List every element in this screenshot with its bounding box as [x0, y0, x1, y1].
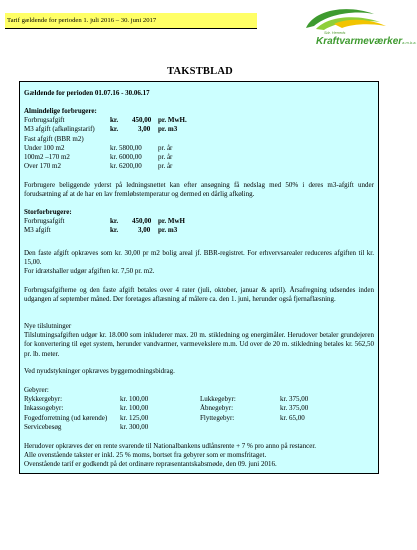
fixed-fee-row: Under 100 m2 kr. 5800,00 pr. år: [24, 143, 173, 152]
fixed-fee-row: 100m2 –170 m2 kr. 6000,00 pr. år: [24, 152, 173, 161]
tariff-row: M3 afgift kr. 3,00 pr. m3: [24, 226, 178, 235]
fee-row: Rykkergebyr: kr. 100,00 Lukkegebyr: kr. 375,00: [24, 395, 309, 404]
ordinary-consumers-section: [24, 107, 374, 171]
sports-hall-note: For idrætshaller udgør afgiften kr. 7,50 pr. m2.: [24, 267, 155, 275]
period-line: Gældende for perioden 01.07.16 - 30.06.17: [24, 89, 150, 97]
development-note: Ved nyudstykninger opkræves byggemodningsbidrag.: [24, 367, 175, 375]
fee-row: Fogedforretning (ud kørende) kr. 125,00 Flyttegebyr: kr. 65,00: [24, 413, 305, 422]
page-title: TAKSTBLAD: [167, 66, 233, 77]
tariff-panel: [19, 81, 379, 474]
fee-row: Inkassogebyr: kr. 100,00 Åbnegebyr: kr. 375,00: [24, 404, 309, 413]
new-connections-text: Tilslutningsafgiften udgør kr. 18.000 som inkluderer max. 20 m. stikledning og energimåler. Herudover betaler grundejeren for konvertering til eget system, herunder vandvarmer, varmevekslere m.m. Ud over de 20 m. stikledning betales kr. 562,50 pr. lb. meter.: [24, 331, 374, 358]
tariff-row: Forbrugsafgift kr. 450,00 pr. MwH: [24, 217, 185, 226]
section-heading: Almindelige forbrugere:: [24, 107, 97, 115]
logo-subtitle: Sdr. Herreds: [324, 31, 346, 35]
vat-note: Alle ovenstående takster er inkl. 25 % moms, bortset fra gebyrer som er momsfritaget.: [24, 451, 267, 460]
logo-wordmark: Kraftvarmeværkera.m.b.a.: [316, 36, 417, 47]
tariff-row: M3 afgift (afkølingstarif) kr. 3,00 pr. m3: [24, 125, 178, 134]
fixed-fee-heading: Fast afgift (BBR m2): [24, 134, 84, 143]
new-connections-section: [24, 322, 374, 359]
section-heading: Storforbrugere:: [24, 208, 72, 216]
fees-section: [24, 386, 374, 432]
fee-row: Servicebesøg kr. 300,00: [24, 422, 149, 431]
reduction-note: Forbrugere beliggende yderst på ledningsnettet kan efter ansøgning få nedslag med 50% i deres m3-afgift under forudsætning af at de har en lav fremløbstemperatur og dermed en dårlig afkøling.: [24, 181, 374, 199]
approval-note: Ovenstående tarif er godkendt på det ordinære repræsentantskabsmøde, den 09. juni 2016.: [24, 460, 277, 469]
section-heading: Gebyrer:: [24, 386, 49, 394]
fixed-fee-note: Den faste afgift opkræves som kr. 30,00 pr m2 bolig areal jf. BBR-registret. For erhvervsarealer reduceres afgiften til kr. 15,00.: [24, 249, 374, 267]
fixed-fee-row: Over 170 m2 kr. 6200,00 pr. år: [24, 162, 173, 171]
tariff-period-header: Tarif gældende for perioden 1. juli 2016 – 30. juni 2017: [5, 13, 257, 29]
footer-notes: [24, 442, 374, 470]
tariff-row: Forbrugsafgift kr. 450,00 pr. MwH.: [24, 116, 187, 125]
company-logo: [276, 2, 417, 58]
section-heading: Nye tilslutninger: [24, 322, 72, 330]
installments-note: Forbrugsafgifterne og den faste afgift betales over 4 rater (juli, oktober, januar & april). Årsafregning udsendes inden udgangen af september måned. Der foretages aflæsning af målere ca. den 1. juni, herunder også fjernaflæsning.: [24, 286, 374, 304]
interest-note: Herudover opkræves der en rente svarende til Nationalbankens udlånsrente + 7 % pro anno på restancer.: [24, 442, 317, 450]
large-consumers-section: [24, 208, 374, 236]
